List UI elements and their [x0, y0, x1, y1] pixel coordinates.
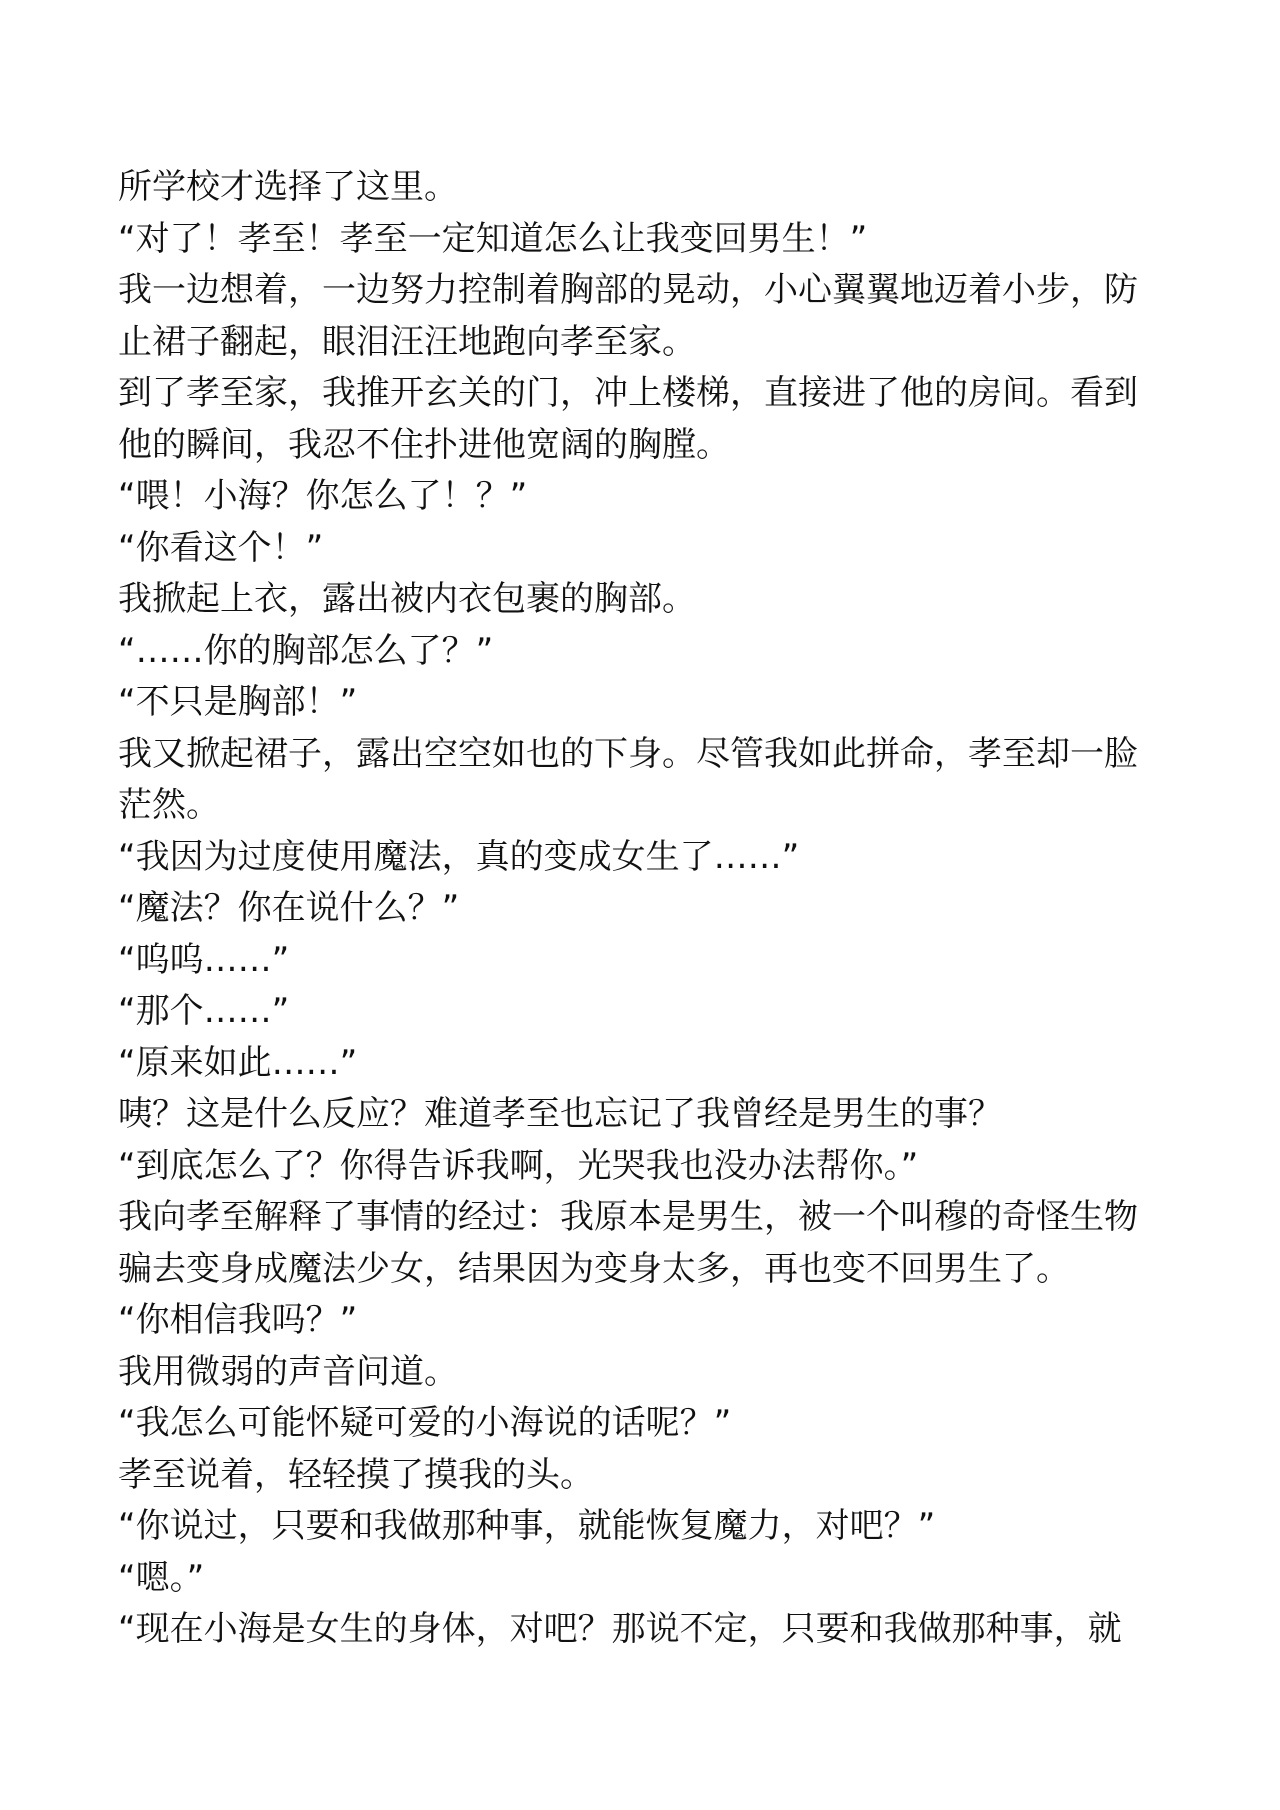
text-line: “对了！孝至！孝至一定知道怎么让我变回男生！”	[118, 218, 868, 259]
text-line: 我向孝至解释了事情的经过：我原本是男生，被一个叫穆的奇怪生物	[118, 1197, 1138, 1237]
text-line: “你相信我吗？”	[118, 1300, 358, 1340]
text-line: “原来如此……”	[118, 1042, 358, 1083]
text-line: “你说过，只要和我做那种事，就能恢复魔力，对吧？”	[118, 1506, 936, 1546]
text-line: 骗去变身成魔法少女，结果因为变身太多，再也变不回男生了。	[118, 1248, 1070, 1289]
text-line: “呜呜……”	[118, 939, 290, 980]
text-line: “我怎么可能怀疑可爱的小海说的话呢？”	[118, 1403, 732, 1443]
text-line: 我掀起上衣，露出被内衣包裹的胸部。	[118, 579, 696, 619]
text-line: 我用微弱的声音问道。	[118, 1351, 458, 1392]
text-line: 他的瞬间，我忍不住扑进他宽阔的胸膛。	[118, 424, 730, 465]
text-line: “不只是胸部！”	[118, 682, 358, 722]
text-line: 孝至说着，轻轻摸了摸我的头。	[118, 1454, 594, 1495]
text-line: “我因为过度使用魔法，真的变成女生了……”	[118, 836, 800, 877]
text-line: 到了孝至家，我推开玄关的门，冲上楼梯，直接进了他的房间。看到	[118, 373, 1138, 413]
text-line: 止裙子翻起，眼泪汪汪地跑向孝至家。	[118, 321, 696, 362]
text-line: “……你的胸部怎么了？”	[118, 630, 494, 671]
text-line: “现在小海是女生的身体，对吧？那说不定，只要和我做那种事，就	[118, 1609, 1122, 1649]
text-line: 咦？这是什么反应？难道孝至也忘记了我曾经是男生的事？	[118, 1094, 1002, 1134]
text-line: “魔法？你在说什么？”	[118, 888, 460, 928]
text-line: “到底怎么了？你得告诉我啊，光哭我也没办法帮你。”	[118, 1145, 919, 1186]
text-line: 茫然。	[118, 785, 220, 825]
text-line: 我又掀起裙子，露出空空如也的下身。尽管我如此拼命，孝至却一脸	[118, 733, 1138, 774]
text-line: “那个……”	[118, 991, 290, 1031]
text-line: “你看这个！”	[118, 527, 324, 568]
text-line: “喂！小海？你怎么了！？”	[118, 476, 528, 516]
text-line: 所学校才选择了这里。	[118, 167, 458, 207]
text-line: “嗯。”	[118, 1557, 205, 1598]
text-line: 我一边想着，一边努力控制着胸部的晃动，小心翼翼地迈着小步，防	[118, 270, 1138, 310]
text-body	[118, 162, 1178, 1656]
